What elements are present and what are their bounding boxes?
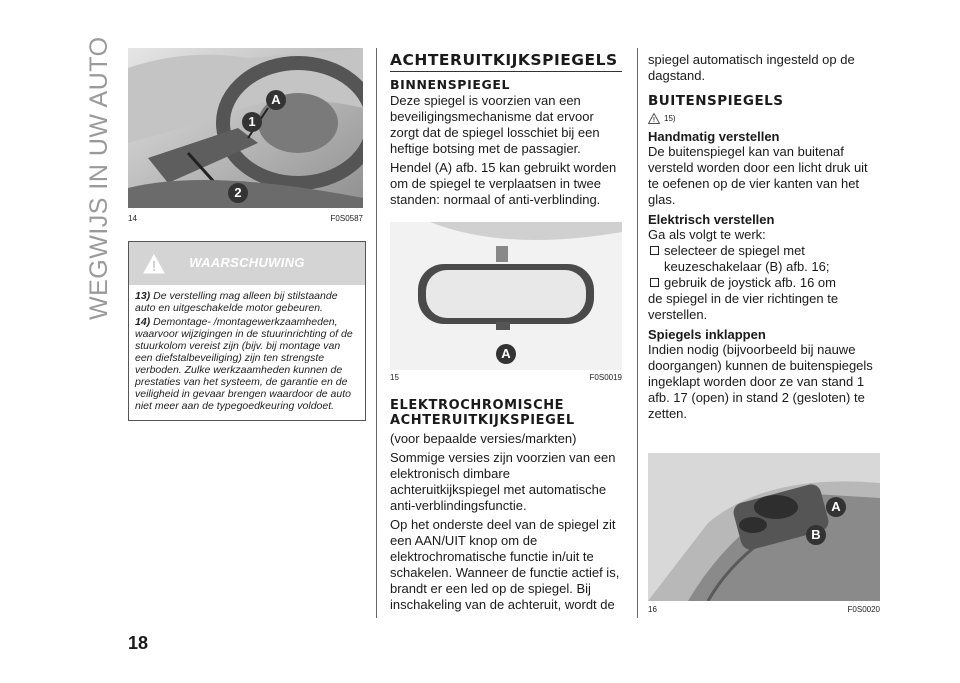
warning-title: WAARSCHUWING (189, 255, 305, 270)
warning-box (128, 241, 366, 421)
warning-item-14: 14) Demontage- /montagewerkzaamheden, waarvoor wijzigingen in de stuurinrichting of de stuurkolom vereist zijn (bijv. bij montage van een diefstalbeveiliging) zijn ten strengste verboden. Zulke werkzaamheden kunnen de prestaties van het systeem, de garantie en de veiligheid in gevaar brengen waardoor de auto niet meer aan de typegoedkeuring voldoet. (135, 316, 353, 412)
callout-b: B (806, 525, 826, 545)
paragraph: (voor bepaalde versies/markten) (390, 431, 577, 446)
column-2-lower (390, 398, 622, 613)
subheading-electrochromic: ELEKTROCHROMISCHE ACHTERUITKIJKSPIEGEL (390, 398, 575, 428)
warning-triangle-icon (648, 113, 660, 124)
callout-a: A (266, 90, 286, 110)
callout-a: A (826, 497, 846, 517)
figure-15-rear-view-mirror (390, 222, 622, 370)
paragraph: Sommige versies zijn voorzien van een elektronisch dimbare achteruitkijkspiegel met automatische anti-verblindingsfunctie. (390, 450, 616, 513)
warning-item-13: 13) De verstelling mag alleen bij stilstaande auto en uitgeschakelde motor gebeuren. (135, 290, 338, 314)
paragraph: De buitenspiegel kan van buitenaf versteld worden door een licht druk uit te oefenen op de vier kanten van het glas. (648, 144, 868, 207)
checkbox-bullet-icon (650, 278, 659, 287)
figure-number: 15 (390, 373, 399, 382)
checkbox-bullet-icon (650, 246, 659, 255)
section-heading-mirrors: ACHTERUITKIJKSPIEGELS (390, 51, 618, 69)
paragraph: Indien nodig (bijvoorbeeld bij nauwe doorgangen) kunnen de buitenspiegels ingeklapt worden door ze van stand 1 afb. 17 (open) in stand 2 (gesloten) te zetten. (648, 342, 873, 421)
chapter-title: WEGWIJS IN UW AUTO (85, 36, 113, 320)
paragraph: spiegel automatisch ingesteld op de dagstand. (648, 52, 855, 83)
subheading-interior-mirror: BINNENSPIEGEL (390, 77, 511, 92)
figure-number: 14 (128, 214, 137, 223)
warning-header (129, 242, 365, 285)
figure-14-steering-column (128, 48, 363, 208)
heading-rule (390, 71, 622, 72)
note-number: 15) (664, 114, 676, 123)
figure-15-caption (390, 373, 622, 382)
paragraph: Op het onderste deel van de spiegel zit een AAN/UIT knop om de elektrochromatische functie in/uit te schakelen. Wanneer de functie actief is, brandt er een led op de spiegel. Bij inschakeling van de achteruit, wordt de (390, 517, 620, 612)
subheading-fold: Spiegels inklappen (648, 327, 766, 342)
callout-a: A (496, 344, 516, 364)
callout-1: 1 (242, 112, 262, 132)
list-item: gebruik de joystick afb. 16 om (648, 275, 880, 291)
column-2 (390, 52, 622, 208)
paragraph: de spiegel in de vier richtingen te verstellen. (648, 291, 839, 322)
paragraph: Ga als volgt te werk: (648, 227, 766, 242)
figure-code: F0S0587 (330, 214, 363, 223)
section-heading-exterior-mirrors: BUITENSPIEGELS (648, 93, 784, 109)
figure-16-caption (648, 605, 880, 614)
note-reference (648, 113, 880, 124)
callout-2: 2 (228, 183, 248, 203)
figure-number: 16 (648, 605, 657, 614)
figure-code: F0S0020 (847, 605, 880, 614)
subheading-manual: Handmatig verstellen (648, 129, 780, 144)
column-divider-2 (637, 48, 638, 618)
subheading-electric: Elektrisch verstellen (648, 212, 775, 227)
figure-code: F0S0019 (589, 373, 622, 382)
chapter-side-tab (84, 36, 114, 320)
paragraph: Hendel (A) afb. 15 kan gebruikt worden om de spiegel te verplaatsen in twee standen: normaal of anti-verblinding. (390, 160, 617, 207)
figure-16-mirror-controls (648, 453, 880, 601)
list-item: selecteer de spiegel met keuzeschakelaar (B) afb. 16; (648, 243, 880, 275)
page-number: 18 (128, 633, 149, 653)
column-divider-1 (376, 48, 377, 618)
column-3 (648, 52, 880, 422)
figure-14-caption (128, 214, 363, 223)
warning-body (129, 285, 365, 420)
paragraph: Deze spiegel is voorzien van een beveiligingsmechanisme dat ervoor zorgt dat de spiegel losschiet bij een heftige botsing met de passagier. (390, 93, 600, 156)
